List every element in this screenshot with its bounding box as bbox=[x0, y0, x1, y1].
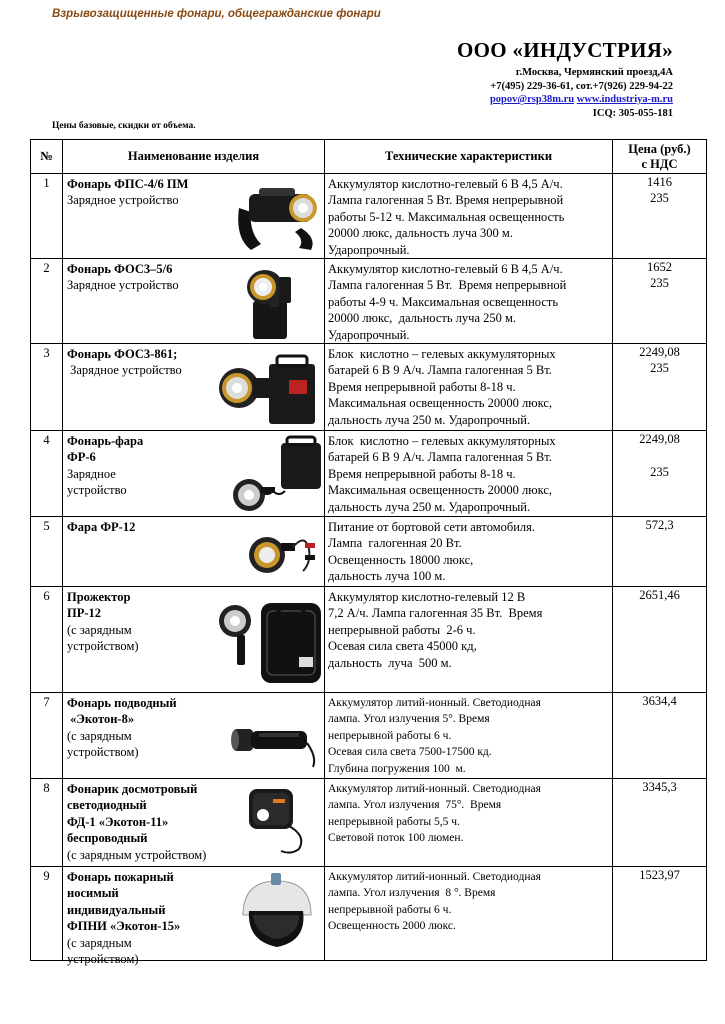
product-name-cell bbox=[63, 174, 325, 259]
product-name bbox=[67, 261, 179, 294]
price-note: Цены базовые, скидки от объема. bbox=[52, 121, 196, 131]
product-accessory-line: Зарядное bbox=[67, 466, 116, 481]
price-value: 3345,3 bbox=[642, 780, 677, 795]
spec-line: непрерывной работы 2-6 ч. bbox=[328, 622, 476, 637]
product-name-line: ФПНИ «Экотон-15» bbox=[67, 919, 181, 934]
table-row bbox=[31, 174, 707, 259]
product-price bbox=[613, 174, 707, 259]
spec-line: Ударопрочный. bbox=[328, 327, 410, 342]
row-number: 7 bbox=[31, 693, 63, 779]
product-image-fps46 bbox=[231, 178, 323, 254]
product-image-ekoton8 bbox=[225, 713, 325, 769]
product-image-fos3861 bbox=[215, 350, 325, 426]
product-name-line: светодиодный bbox=[67, 798, 147, 813]
spec-line: Осевая сила света 45000 кд, bbox=[328, 639, 477, 654]
spec-line: Время непрерывной работы 8-18 ч. bbox=[328, 379, 516, 394]
product-name-line: Фонарь подводный bbox=[67, 696, 177, 711]
product-price bbox=[613, 259, 707, 344]
company-name: ООО «ИНДУСТРИЯ» bbox=[456, 38, 673, 62]
spec-line: непрерывной работы 5,5 ч. bbox=[328, 815, 460, 828]
product-price bbox=[613, 779, 707, 867]
header-price bbox=[613, 140, 707, 174]
product-name-line: Фонарь ФПС-4/6 ПМ bbox=[67, 177, 189, 191]
spec-line: лампа. Угол излучения 75°. Время bbox=[328, 799, 502, 812]
spec-line: 20000 люкс, дальность луча 300 м. bbox=[328, 226, 513, 241]
product-specs bbox=[325, 517, 613, 587]
spec-line: Аккумулятор литий-ионный. Светодиодная bbox=[328, 783, 541, 796]
spec-line: Лампа галогенная 20 Вт. bbox=[328, 536, 462, 551]
spec-line: Аккумулятор литий-ионный. Светодиодная bbox=[328, 697, 541, 710]
spec-line: дальность луча 250 м. Ударопрочный. bbox=[328, 499, 531, 514]
product-name-line: индивидуальный bbox=[67, 902, 166, 917]
product-accessory-line: устройство bbox=[67, 483, 127, 498]
spec-line: Ударопрочный. bbox=[328, 242, 410, 257]
spec-line: батарей 6 В 9 А/ч. Лампа галогенная 5 Вт. bbox=[328, 450, 552, 465]
product-name bbox=[67, 589, 139, 655]
company-address: г.Москва, Чермянский проезд,4А bbox=[515, 67, 673, 78]
spec-line: Блок кислотно – гелевых аккумуляторных bbox=[328, 347, 556, 362]
price-value bbox=[613, 447, 706, 463]
product-accessory-line: Зарядное устройство bbox=[67, 278, 179, 293]
product-image-ekoton15 bbox=[231, 871, 321, 955]
product-accessory-line: устройством) bbox=[67, 952, 139, 967]
product-name-line: Фонарь пожарный bbox=[67, 870, 174, 885]
product-name-cell bbox=[63, 344, 325, 431]
price-value: 2249,08 bbox=[639, 432, 680, 447]
product-specs bbox=[325, 867, 613, 961]
product-accessory-line: (с зарядным bbox=[67, 728, 132, 743]
product-name-cell bbox=[63, 431, 325, 517]
table-row bbox=[31, 517, 707, 587]
spec-line: Осевая сила света 7500-17500 кд. bbox=[328, 746, 492, 759]
spec-line: Максимальная освещенность 20000 люкс, bbox=[328, 396, 553, 411]
product-name bbox=[67, 433, 143, 499]
table-row bbox=[31, 693, 707, 779]
price-value: 2249,08 bbox=[639, 345, 680, 360]
product-name bbox=[67, 781, 206, 863]
product-image-fos356 bbox=[239, 263, 309, 341]
product-name-line: «Экотон-8» bbox=[67, 712, 135, 727]
product-name-line: Прожектор bbox=[67, 590, 131, 605]
product-price bbox=[613, 587, 707, 693]
spec-line: Максимальная освещенность 20000 люкс, bbox=[328, 483, 553, 498]
price-value: 1416 bbox=[647, 175, 672, 189]
product-specs bbox=[325, 174, 613, 259]
spec-line: лампа. Угол излучения 8 °. Время bbox=[328, 887, 496, 900]
table-row bbox=[31, 259, 707, 344]
product-name-cell bbox=[63, 259, 325, 344]
product-name bbox=[67, 346, 182, 379]
price-value: 1652 bbox=[647, 260, 672, 275]
table-row bbox=[31, 779, 707, 867]
table-row bbox=[31, 431, 707, 517]
spec-line: Питание от бортовой сети автомобиля. bbox=[328, 520, 536, 535]
product-price bbox=[613, 344, 707, 431]
row-number: 2 bbox=[31, 259, 63, 344]
product-image-fr12 bbox=[245, 523, 321, 581]
product-image-ekoton11 bbox=[243, 785, 323, 857]
spec-line: Лампа галогенная 5 Вт. Время непрерывной bbox=[328, 193, 564, 208]
product-name-cell bbox=[63, 587, 325, 693]
table-row bbox=[31, 587, 707, 693]
company-icq: ICQ: 305-055-181 bbox=[592, 107, 673, 119]
product-accessory-line: (с зарядным bbox=[67, 935, 132, 950]
spec-line: Аккумулятор кислотно-гелевый 12 В bbox=[328, 590, 526, 605]
spec-line: Аккумулятор кислотно-гелевый 6 В 4,5 А/ч. bbox=[328, 177, 563, 191]
header-price-line2: с НДС bbox=[641, 156, 678, 171]
product-price bbox=[613, 431, 707, 517]
product-name-line: Фонарик досмотровый bbox=[67, 782, 198, 797]
product-name-cell bbox=[63, 779, 325, 867]
price-value: 235 bbox=[650, 361, 669, 376]
website-link[interactable]: www.industriya-m.ru bbox=[576, 94, 673, 106]
product-image-fr6 bbox=[225, 435, 325, 515]
row-number: 1 bbox=[31, 174, 63, 259]
price-value: 2651,46 bbox=[639, 588, 680, 603]
spec-line: 20000 люкс, дальность луча 250 м. bbox=[328, 311, 517, 326]
spec-line: непрерывной работы 6 ч. bbox=[328, 729, 452, 742]
row-number: 9 bbox=[31, 867, 63, 961]
price-value: 235 bbox=[650, 276, 669, 291]
product-specs bbox=[325, 259, 613, 344]
product-price bbox=[613, 693, 707, 779]
product-name-cell bbox=[63, 867, 325, 967]
spec-line: Освещенность 2000 люкс. bbox=[328, 920, 456, 933]
product-price bbox=[613, 517, 707, 587]
product-accessory-line: устройством) bbox=[67, 745, 139, 760]
price-value: 235 bbox=[650, 464, 669, 479]
spec-line: Блок кислотно – гелевых аккумуляторных bbox=[328, 434, 556, 449]
product-name-cell bbox=[63, 517, 325, 587]
row-number: 8 bbox=[31, 779, 63, 867]
product-accessory-line: Зарядное устройство bbox=[67, 363, 182, 378]
spec-line: Аккумулятор кислотно-гелевый 6 В 4,5 А/ч. bbox=[328, 262, 563, 277]
product-specs bbox=[325, 779, 613, 867]
price-value: 3634,4 bbox=[642, 694, 677, 709]
row-number: 3 bbox=[31, 344, 63, 431]
email-link[interactable]: popov@rsp38m.ru bbox=[489, 94, 575, 106]
product-image-pr12 bbox=[215, 595, 325, 687]
product-name-line: Фара ФР-12 bbox=[67, 520, 136, 535]
company-contacts bbox=[457, 93, 673, 107]
spec-line: батарей 6 В 9 А/ч. Лампа галогенная 5 Вт. bbox=[328, 363, 552, 378]
spec-line: непрерывной работы 6 ч. bbox=[328, 903, 452, 916]
table-row bbox=[31, 344, 707, 431]
spec-line: лампа. Угол излучения 5°. Время bbox=[328, 713, 490, 726]
spec-line: Освещенность 18000 люкс, bbox=[328, 552, 474, 567]
header-price-line1: Цена (руб.) bbox=[628, 141, 691, 156]
spec-line: 7,2 А/ч. Лампа галогенная 35 Вт. Время bbox=[328, 606, 543, 621]
product-name bbox=[67, 176, 188, 209]
header-specs: Технические характеристики bbox=[325, 140, 613, 174]
company-block bbox=[457, 38, 673, 120]
table-row bbox=[31, 867, 707, 961]
product-name-line: носимый bbox=[67, 886, 119, 901]
row-number: 6 bbox=[31, 587, 63, 693]
product-name-line: Фонарь ФОС3-861; bbox=[67, 347, 178, 362]
company-phones: +7(495) 229-36-61, сот.+7(926) 229-94-22 bbox=[490, 80, 673, 92]
product-name-line: ФД-1 «Экотон-11» bbox=[67, 814, 169, 829]
product-specs bbox=[325, 693, 613, 779]
product-accessory-line: Зарядное устройство bbox=[67, 193, 179, 208]
spec-line: работы 5-12 ч. Максимальная освещенность bbox=[328, 209, 565, 224]
spec-line: Лампа галогенная 5 Вт. Время непрерывной bbox=[328, 278, 567, 293]
product-accessory-line: (с зарядным bbox=[67, 622, 132, 637]
product-name bbox=[67, 695, 177, 761]
table-header-row bbox=[31, 140, 707, 174]
product-name-line: беспроводный bbox=[67, 831, 148, 846]
spec-line: дальность луча 500 м. bbox=[328, 655, 452, 670]
row-number: 5 bbox=[31, 517, 63, 587]
price-value: 572,3 bbox=[645, 518, 674, 533]
product-specs bbox=[325, 344, 613, 431]
spec-line: работы 4-9 ч. Максимальная освещенность bbox=[328, 294, 559, 309]
header-num: № bbox=[31, 140, 63, 174]
spec-line: Аккумулятор литий-ионный. Светодиодная bbox=[328, 871, 541, 884]
product-name bbox=[67, 519, 135, 535]
product-name-line: Фонарь ФОС3–5/6 bbox=[67, 262, 173, 277]
product-price bbox=[613, 867, 707, 961]
spec-line: дальность луча 100 м. bbox=[328, 569, 446, 584]
product-specs bbox=[325, 431, 613, 517]
spec-line: Световой поток 100 люмен. bbox=[328, 832, 464, 845]
product-name-line: ФР-6 bbox=[67, 450, 96, 465]
spec-line: Время непрерывной работы 8-18 ч. bbox=[328, 466, 516, 481]
product-specs bbox=[325, 587, 613, 693]
price-value: 1523,97 bbox=[639, 868, 680, 883]
product-accessory-line: устройством) bbox=[67, 639, 139, 654]
row-number: 4 bbox=[31, 431, 63, 517]
price-value: 235 bbox=[650, 191, 669, 206]
product-name-line: ПР-12 bbox=[67, 606, 102, 621]
product-name bbox=[67, 869, 180, 967]
spec-line: Глубина погружения 100 м. bbox=[328, 762, 466, 775]
product-name-cell bbox=[63, 693, 325, 779]
spec-line: дальность луча 250 м. Ударопрочный. bbox=[328, 412, 531, 427]
header-name: Наименование изделия bbox=[63, 140, 325, 174]
product-accessory-line: (с зарядным устройством) bbox=[67, 847, 207, 862]
category-title: Взрывозащищенные фонари, общегражданские фонари bbox=[52, 8, 381, 20]
product-name-line: Фонарь-фара bbox=[67, 434, 144, 449]
price-table bbox=[30, 139, 707, 967]
